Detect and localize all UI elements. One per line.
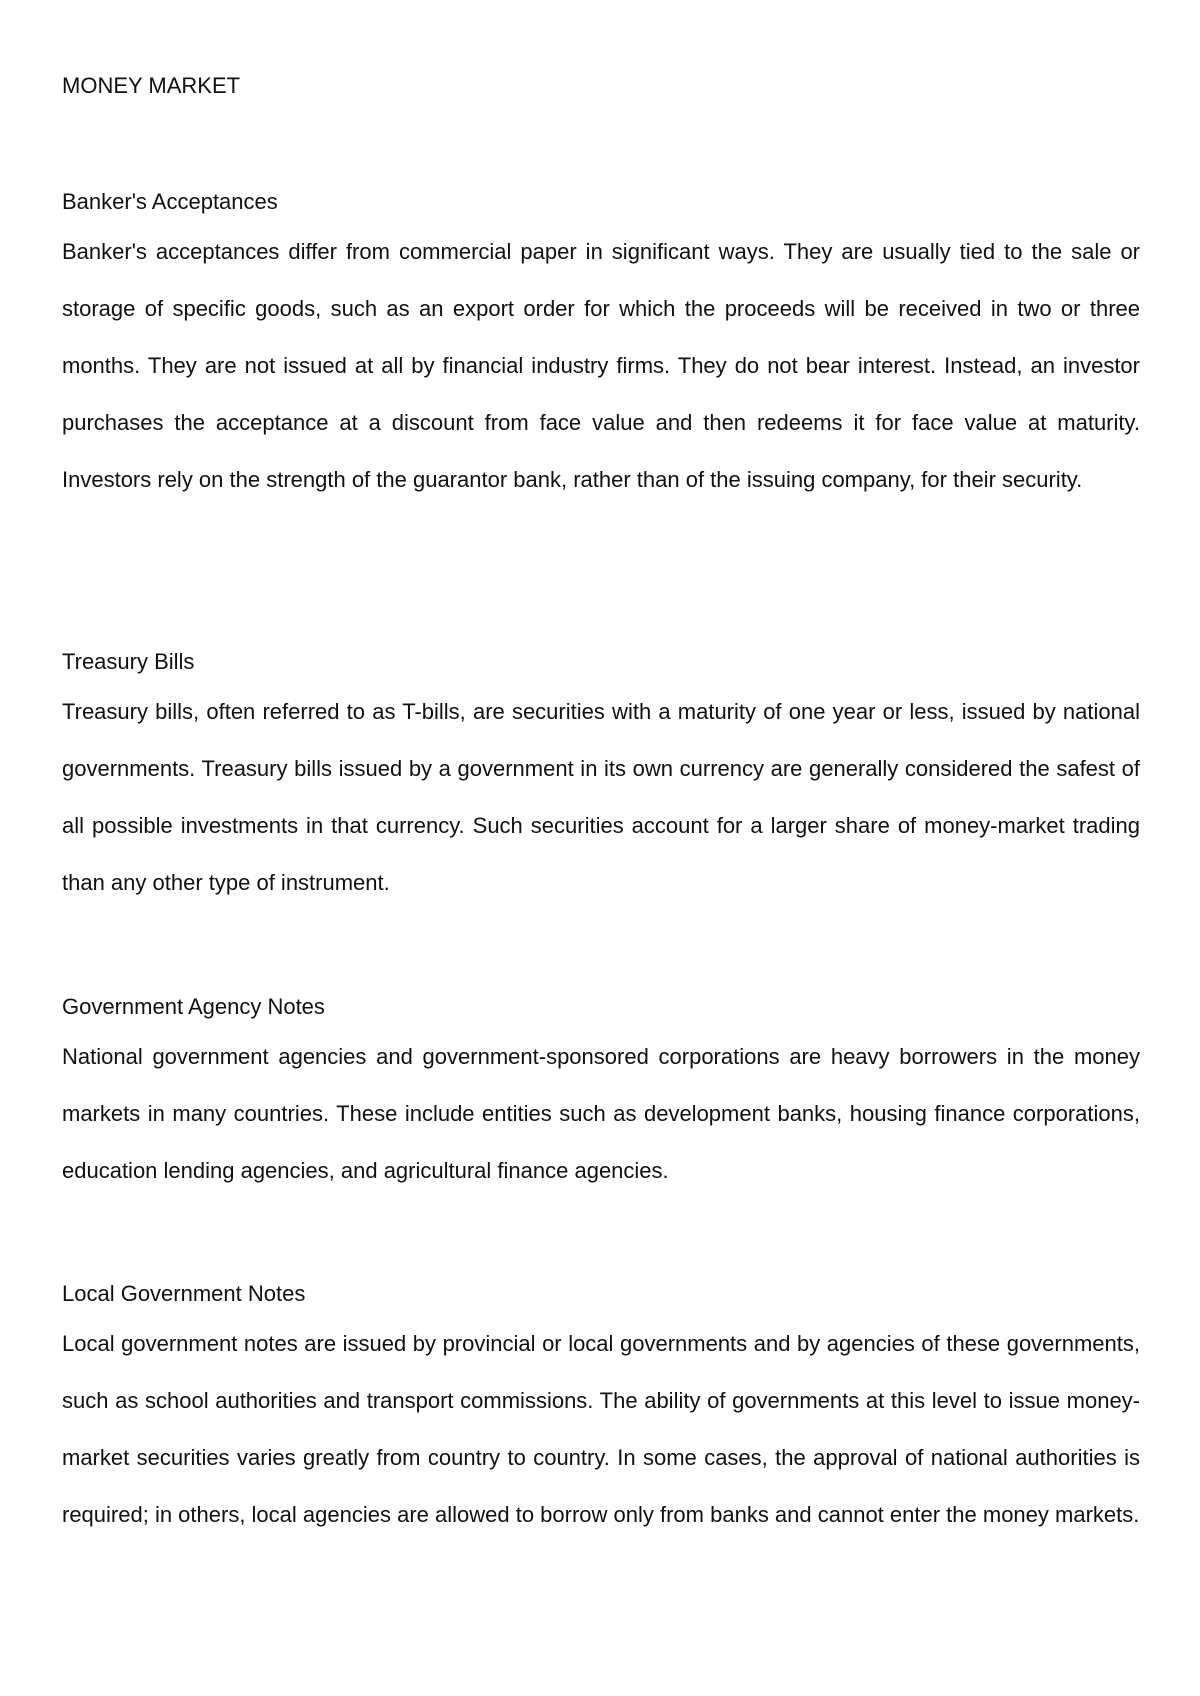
section-heading: Treasury Bills [62,649,195,674]
section-heading: Local Government Notes [62,1281,306,1306]
section-paragraph: Treasury bills, often referred to as T-bills, are securities with a maturity of one year or less, issued by national governments. Treasury bills issued by a government in its own currency are generally considered the safest of all possible investments in that currency. Such securities account for a larger share of money-market trading than any other type of instrument. [62,699,1140,895]
section-bankers-acceptances [62,188,1140,523]
section-heading: Government Agency Notes [62,994,325,1019]
section-heading: Banker's Acceptances [62,189,278,214]
document-title: MONEY MARKET [62,73,241,98]
section-paragraph: Local government notes are issued by provincial or local governments and by agencies of these governments, such as school authorities and transport commissions. The ability of governments at this level to issue money-market securities varies greatly from country to country. In some cases, the approval of national authorities is required; in others, local agencies are allowed to borrow only from banks and cannot enter the money markets. [62,1331,1140,1527]
section-government-agency-notes [62,993,1140,1214]
section-paragraph: National government agencies and government-sponsored corporations are heavy borrowers in the money markets in many countries. These include entities such as development banks, housing finance corporations, education lending agencies, and agricultural finance agencies. [62,1044,1140,1183]
section-treasury-bills [62,648,1140,926]
section-paragraph: Banker's acceptances differ from commercial paper in significant ways. They are usually tied to the sale or storage of specific goods, such as an export order for which the proceeds will be received in two or three months. They are not issued at all by financial industry firms. They do not bear interest. Instead, an investor purchases the acceptance at a discount from face value and then redeems it for face value at maturity. Investors rely on the strength of the guarantor bank, rather than of the issuing company, for their security. [62,239,1140,492]
section-local-government-notes [62,1280,1140,1558]
